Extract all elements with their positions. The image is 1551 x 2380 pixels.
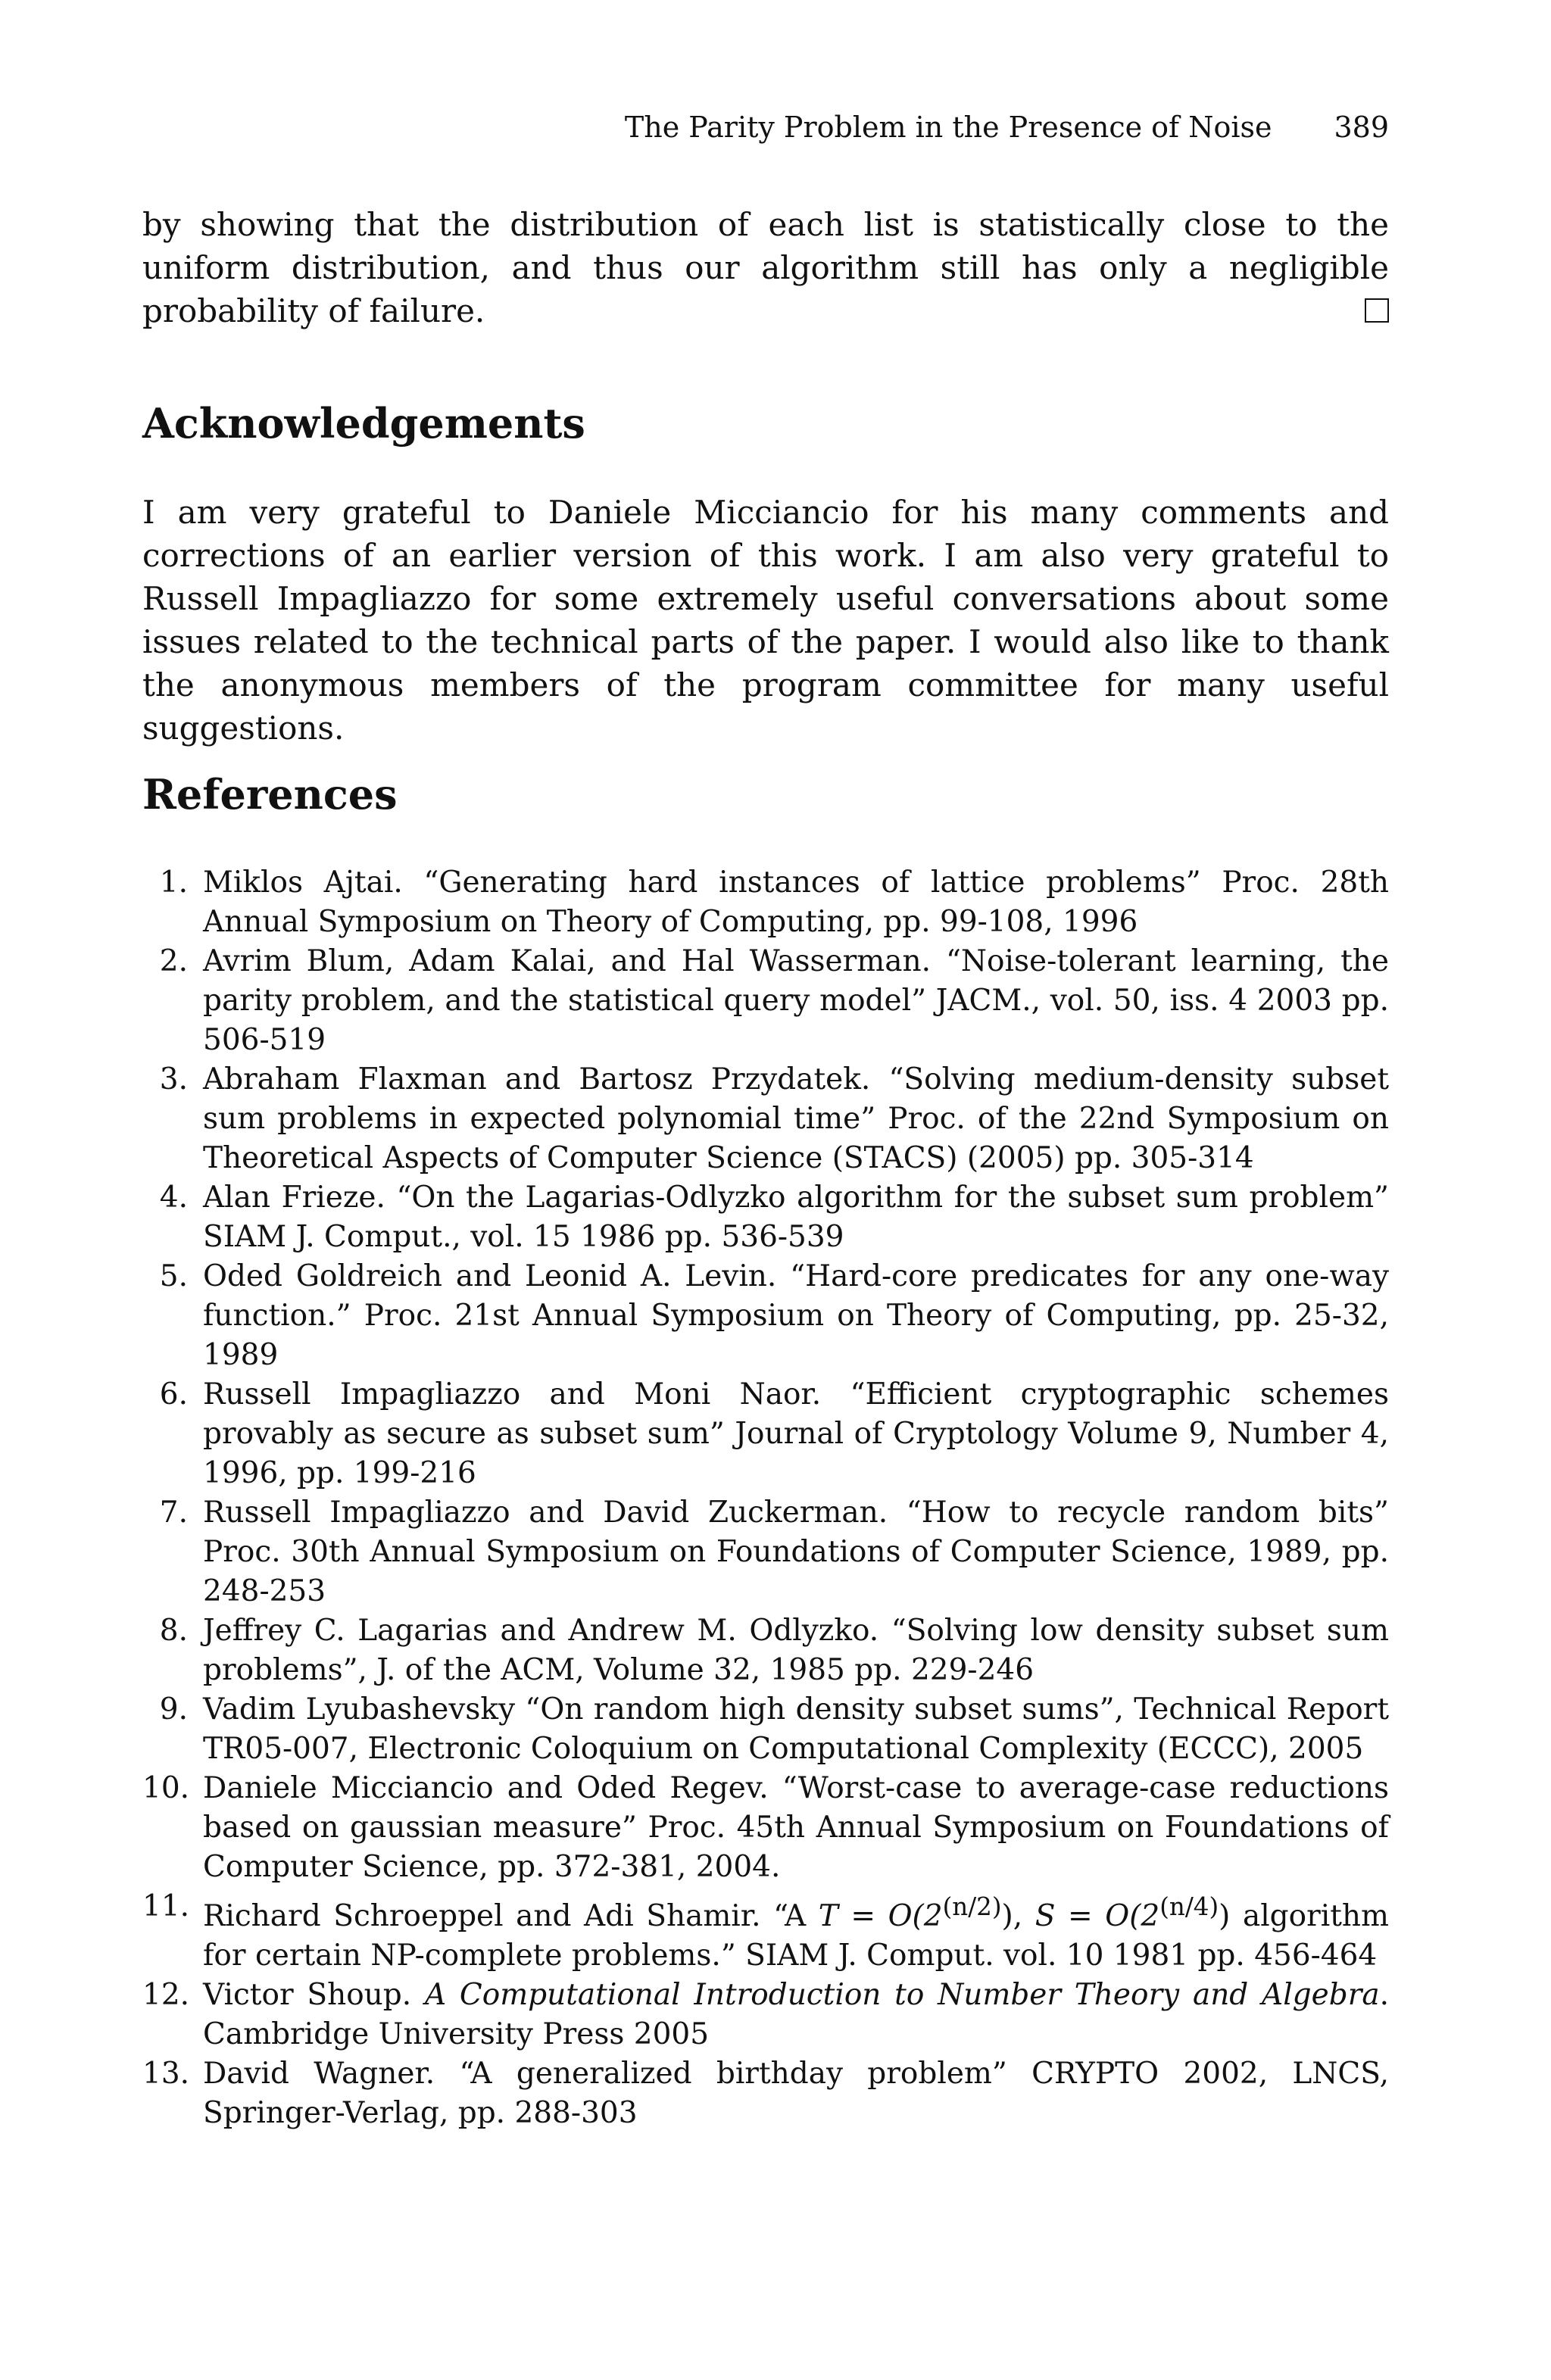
- reference-number: 10.: [142, 1771, 190, 1805]
- reference-item: [142, 1769, 1389, 1887]
- reference-text-pre: Victor Shoup.: [203, 1978, 425, 2012]
- reference-text: [203, 1978, 1389, 2051]
- reference-text: Miklos Ajtai. “Generating hard instances of lattice problems” Proc. 28th Annual Symposium on Theory of Computing, pp. 99-108, 1996: [203, 866, 1389, 939]
- reference-number: 11.: [142, 1889, 190, 1923]
- reference-number: 9.: [159, 1692, 188, 1727]
- reference-number: 6.: [159, 1377, 188, 1411]
- reference-item: [142, 1493, 1389, 1611]
- reference-text: [203, 1892, 1389, 1973]
- reference-text: Oded Goldreich and Leonid A. Levin. “Hard-core predicates for any one-way function.” Proc. 21st Annual Symposium on Theory of Computing, pp. 25-32, 1989: [203, 1259, 1389, 1372]
- references-heading: References: [142, 770, 398, 819]
- math-expression: T = O(2: [818, 1899, 943, 1933]
- proof-end-paragraph: [142, 203, 1389, 332]
- reference-text-post: ) algorithm for certain NP-complete problems.” SIAM J. Comput. vol. 10 1981 pp. 456-464: [203, 1899, 1389, 1973]
- reference-text-pre: Richard Schroeppel and Adi Shamir. “A: [203, 1899, 819, 1933]
- reference-item: [142, 1375, 1389, 1493]
- reference-number: 12.: [142, 1978, 190, 2012]
- reference-item: [142, 1178, 1389, 1257]
- book-title: A Computational Introduction to Number Theory and Algebra: [424, 1978, 1380, 2012]
- reference-number: 8.: [159, 1614, 188, 1648]
- acknowledgements-heading: Acknowledgements: [142, 399, 585, 448]
- reference-text: Avrim Blum, Adam Kalai, and Hal Wasserman. “Noise-tolerant learning, the parity problem, and the statistical query model” JACM., vol. 50, iss. 4 2003 pp. 506-519: [203, 944, 1389, 1057]
- page-number: 389: [1334, 111, 1389, 144]
- reference-list: [142, 863, 1389, 2133]
- reference-number: 4.: [159, 1181, 188, 1215]
- reference-item: [142, 1611, 1389, 1690]
- reference-number: 2.: [159, 944, 188, 978]
- reference-text: Alan Frieze. “On the Lagarias-Odlyzko algorithm for the subset sum problem” SIAM J. Comput., vol. 15 1986 pp. 536-539: [203, 1181, 1389, 1254]
- reference-number: 1.: [159, 866, 188, 900]
- reference-item: [142, 863, 1389, 942]
- reference-number: 7.: [159, 1496, 188, 1530]
- qed-square-icon: [1365, 298, 1389, 323]
- reference-text: Vadim Lyubashevsky “On random high density subset sums”, Technical Report TR05-007, Electronic Coloquium on Computational Complexity (ECCC), 2005: [203, 1692, 1389, 1766]
- reference-item: [142, 1887, 1389, 1976]
- reference-item: [142, 1060, 1389, 1178]
- math-exponent: (n/4): [1159, 1892, 1219, 1921]
- proof-end-text: by showing that the distribution of each list is statistically close to the uniform distribution, and thus our algorithm still has only a negligible probability of failure.: [142, 206, 1389, 329]
- reference-text: David Wagner. “A generalized birthday problem” CRYPTO 2002, LNCS, Springer-Verlag, pp. 288-303: [203, 2057, 1389, 2130]
- reference-item: [142, 1690, 1389, 1769]
- math-expression: S = O(2: [1035, 1899, 1160, 1933]
- reference-text-post: . Cambridge University Press 2005: [203, 1978, 1389, 2051]
- running-head: [625, 111, 1389, 144]
- reference-item: [142, 1976, 1389, 2054]
- reference-text: Jeffrey C. Lagarias and Andrew M. Odlyzko. “Solving low density subset sum problems”, J. of the ACM, Volume 32, 1985 pp. 229-246: [203, 1614, 1389, 1687]
- math-exponent: (n/2): [942, 1892, 1002, 1921]
- reference-text-mid: ),: [1001, 1899, 1035, 1933]
- reference-text: Abraham Flaxman and Bartosz Przydatek. “Solving medium-density subset sum problems in expected polynomial time” Proc. of the 22nd Symposium on Theoretical Aspects of Computer Science (STACS) (2005) pp. 305-314: [203, 1062, 1389, 1175]
- reference-item: [142, 942, 1389, 1060]
- reference-item: [142, 1257, 1389, 1375]
- running-title: The Parity Problem in the Presence of Noise: [624, 111, 1272, 144]
- reference-number: 3.: [159, 1062, 188, 1096]
- reference-text: Daniele Micciancio and Oded Regev. “Worst-case to average-case reductions based on gaussian measure” Proc. 45th Annual Symposium on Foundations of Computer Science, pp. 372-381, 2004.: [203, 1771, 1389, 1884]
- reference-text: Russell Impagliazzo and Moni Naor. “Efficient cryptographic schemes provably as secure as subset sum” Journal of Cryptology Volume 9, Number 4, 1996, pp. 199-216: [203, 1377, 1389, 1490]
- reference-item: [142, 2054, 1389, 2133]
- reference-number: 5.: [159, 1259, 188, 1293]
- acknowledgements-text: I am very grateful to Daniele Micciancio for his many comments and corrections of an earlier version of this work. I am also very grateful to Russell Impagliazzo for some extremely useful conversations about some issues related to the technical parts of the paper. I would also like to thank the anonymous members of the program committee for many useful suggestions.: [142, 494, 1389, 747]
- reference-number: 13.: [142, 2057, 190, 2091]
- reference-text: Russell Impagliazzo and David Zuckerman. “How to recycle random bits” Proc. 30th Annual Symposium on Foundations of Computer Science, 1989, pp. 248-253: [203, 1496, 1389, 1608]
